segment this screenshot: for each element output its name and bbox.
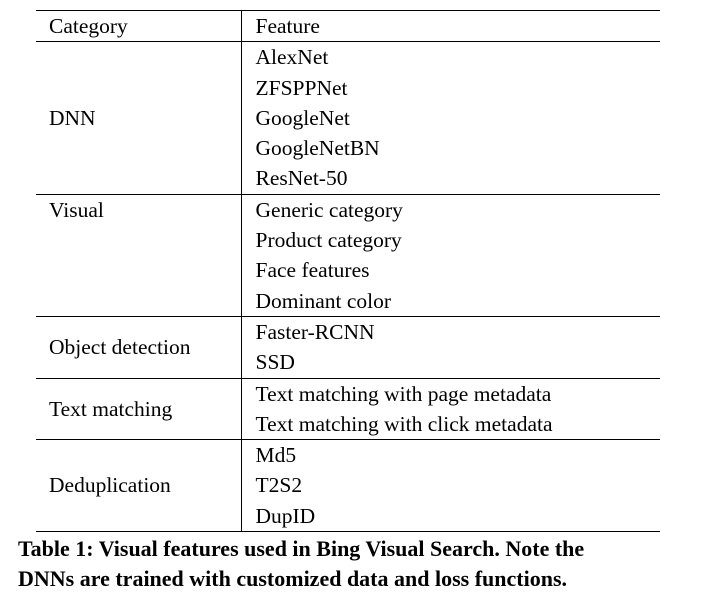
- feature-item: Generic category: [255, 197, 403, 222]
- feature-item: AlexNet: [255, 45, 329, 70]
- category-cell: Text matching: [36, 378, 241, 440]
- feature-item: Text matching with click metadata: [255, 411, 553, 436]
- category-cell: Deduplication: [36, 440, 241, 532]
- feature-item: GoogleNet: [255, 105, 350, 130]
- feature-item: Face features: [255, 258, 370, 283]
- category-cell: DNN: [36, 42, 241, 194]
- feature-item: SSD: [255, 350, 295, 375]
- feature-item: Product category: [255, 228, 402, 253]
- feature-item: DupID: [255, 503, 316, 528]
- feature-cell: [241, 378, 660, 440]
- header-feature: Feature: [241, 11, 660, 42]
- caption-line-1: Table 1: Visual features used in Bing Visual Search. Note the: [18, 536, 585, 561]
- feature-item: Dominant color: [255, 288, 392, 313]
- table-row: [36, 316, 660, 378]
- caption-line-2: DNNs are trained with customized data and loss functions.: [18, 566, 568, 591]
- feature-table: [36, 10, 660, 532]
- table-caption: [18, 534, 698, 594]
- feature-item: ResNet-50: [255, 166, 348, 191]
- feature-item: Faster-RCNN: [255, 319, 375, 344]
- table-row: [36, 378, 660, 440]
- feature-cell: [241, 440, 660, 532]
- category-cell: Visual: [36, 194, 241, 316]
- feature-item: GoogleNetBN: [255, 136, 380, 161]
- feature-cell: [241, 316, 660, 378]
- feature-item: Md5: [255, 443, 297, 468]
- feature-cell: [241, 194, 660, 316]
- feature-table-container: [36, 10, 660, 532]
- feature-cell: [241, 42, 660, 194]
- feature-item: T2S2: [255, 473, 303, 498]
- category-cell: Object detection: [36, 316, 241, 378]
- table-row: [36, 42, 660, 194]
- table-header-row: [36, 11, 660, 42]
- feature-item: ZFSPPNet: [255, 75, 348, 100]
- table-row: [36, 440, 660, 532]
- table-row: [36, 194, 660, 316]
- feature-item: Text matching with page metadata: [255, 381, 552, 406]
- header-category: Category: [36, 11, 241, 42]
